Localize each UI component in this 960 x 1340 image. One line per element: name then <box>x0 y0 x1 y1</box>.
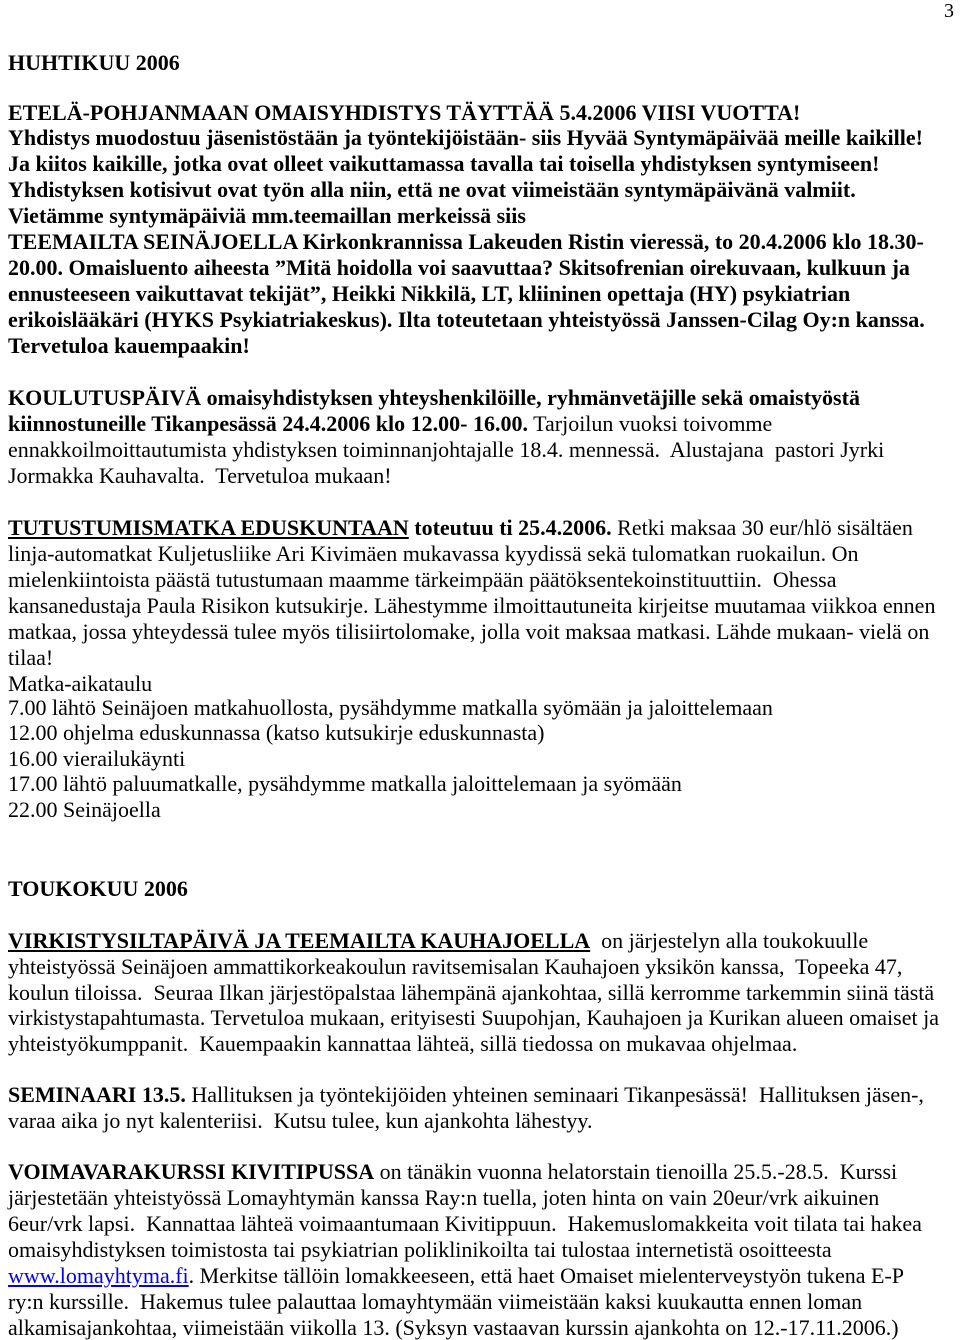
text-line: Tervetuloa kauempaakin! <box>8 333 250 358</box>
training-day-details-line <box>8 412 772 436</box>
text-line: järjestetään yhteistyössä Lomayhtymän kanssa Ray:n tuella, joten hinta on vain 20eur/vrk aikuinen <box>8 1185 880 1210</box>
text-line: Yhdistys muodostuu jäsenistöstään ja työntekijöistään- siis Hyvää Syntymäpäivää meille kaikille! <box>8 125 923 150</box>
text-line: omaisyhdistyksen toimistosta tai psykiatrian poliklinikoilta tai tulostaa internetistä osoitteesta <box>8 1237 832 1262</box>
training-day-title: KOULUTUSPÄIVÄ <box>8 385 202 410</box>
course-link-rest: . Merkitse tällöin lomakkeeseen, että haet Omaiset mielenterveystyön tukena E-P <box>188 1263 905 1288</box>
text-line: virkistystapahtumasta. Tervetuloa mukaan, erityisesti Suupohjan, Kauhajoen ja Kurikan alueen omaiset ja <box>8 1005 939 1030</box>
course-title-rest: on tänäkin vuonna helatorstain tienoilla 25.5.-28.5. Kurssi <box>374 1159 898 1184</box>
text-line: varaa aika jo nyt kalenteriisi. Kutsu tulee, kun ajankohta lähestyy. <box>8 1108 593 1133</box>
parliament-trip-date: toteutuu ti 25.4.2006. <box>408 515 612 540</box>
text-line: Vietämme syntymäpäiviä mm.teemaillan merkeissä siis <box>8 203 526 228</box>
schedule-item: 16.00 vierailukäynti <box>8 746 186 771</box>
course-title-line <box>8 1160 897 1184</box>
text-line: Jormakka Kauhavalta. Tervetuloa mukaan! <box>8 463 392 488</box>
schedule-item: 22.00 Seinäjoella <box>8 797 161 822</box>
schedule-item: 12.00 ohjelma eduskunnassa (katso kutsukirje eduskunnasta) <box>8 720 545 745</box>
recreation-title-line <box>8 929 868 953</box>
training-day-title-line <box>8 386 860 410</box>
text-line: kansanedustaja Paula Risikon kutsukirje. Lähestymme ilmoittautuneita kirjeitse muutamaa viikkoa ennen <box>8 593 936 618</box>
section-heading-may: TOUKOKUU 2006 <box>8 876 188 901</box>
text-line: matkaa, jossa yhteydessä tulee myös tilisiirtolomake, jolla voit maksaa matkasi. Lähde mukaan- vielä on <box>8 619 930 644</box>
parliament-trip-intro: Retki maksaa 30 eur/hlö sisältäen <box>611 515 913 540</box>
text-line: alkamisajankohtaa, viimeistään viikolla 13. (Syksyn vastaavan kurssin ajankohta on 12.-17.11.2006.) <box>8 1315 899 1340</box>
text-line: ry:n kurssille. Hakemus tulee palauttaa lomayhtymään viimeistään kaksi kuukautta ennen loman <box>8 1289 863 1314</box>
text-line: linja-automatkat Kuljetusliike Ari Kivimäen mukavassa kyydissä sekä tulomatkan ruokailun. On <box>8 541 859 566</box>
text-line: erikoislääkäri (HYKS Psykiatriakeskus). Ilta toteutetaan yhteistyössä Janssen-Cilag Oy:n kanssa. <box>8 307 925 332</box>
text-line: TEEMAILTA SEINÄJOELLA Kirkonkrannissa Lakeuden Ristin vieressä, to 20.4.2006 klo 18.30- <box>8 229 924 254</box>
schedule-item: 7.00 lähtö Seinäjoen matkahuollosta, pysähdymme matkalla syömään ja jaloittelemaan <box>8 695 773 720</box>
course-title: VOIMAVARAKURSSI KIVITIPUSSA <box>8 1159 375 1184</box>
seminar-title-line <box>8 1083 924 1107</box>
text-line: Ja kiitos kaikille, jotka ovat olleet vaikuttamassa tavalla tai toisella yhdistyksen syntymiseen! <box>8 151 880 176</box>
recreation-title-rest: on järjestelyn alla toukokuulle <box>590 928 869 953</box>
page-number: 3 <box>944 0 954 22</box>
text-line: ETELÄ-POHJANMAAN OMAISYHDISTYS TÄYTTÄÄ 5.4.2006 VIISI VUOTTA! <box>8 100 801 125</box>
parliament-trip-title-line <box>8 516 913 540</box>
lomayhtyma-link[interactable]: www.lomayhtyma.fi <box>8 1263 189 1288</box>
course-link-line <box>8 1264 904 1288</box>
schedule-item: 17.00 lähtö paluumatkalle, pysähdymme matkalla jaloittelemaan ja syömään <box>8 771 682 796</box>
section-heading-april: HUHTIKUU 2006 <box>8 50 180 75</box>
text-line: ennusteeseen vaikuttavat tekijät”, Heikki Nikkilä, LT, kliininen opettaja (HY) psykiatrian <box>8 281 851 306</box>
seminar-title-rest: Hallituksen ja työntekijöiden yhteinen seminaari Tikanpesässä! Hallituksen jäsen-, <box>185 1082 924 1107</box>
recreation-title: VIRKISTYSILTAPÄIVÄ JA TEEMAILTA KAUHAJOELLA <box>8 928 591 953</box>
training-day-details-rest: Tarjoilun vuoksi toivomme <box>527 411 773 436</box>
text-line: Yhdistyksen kotisivut ovat työn alla niin, että ne ovat viimeistään syntymäpäivänä valmiit. <box>8 177 856 202</box>
schedule-title: Matka-aikataulu <box>8 671 153 696</box>
parliament-trip-title: TUTUSTUMISMATKA EDUSKUNTAAN <box>8 515 409 540</box>
text-line: yhteistyössä Seinäjoen ammattikorkeakoulun ravitsemisalan Kauhajoen yksikön kanssa, Topeeka 47, <box>8 954 903 979</box>
text-line: tilaa! <box>8 645 54 670</box>
training-day-details: kiinnostuneille Tikanpesässä 24.4.2006 klo 12.00- 16.00. <box>8 411 528 436</box>
text-line: 20.00. Omaisluento aiheesta ”Mitä hoidolla voi saavuttaa? Skitsofrenian oirekuvaan, kulkuun ja <box>8 255 910 280</box>
text-line: koulun tiloissa. Seuraa Ilkan järjestöpalstaa lähempänä ajankohtaa, sillä kerromme tarkemmin siinä tästä <box>8 980 935 1005</box>
training-day-title-rest: omaisyhdistyksen yhteyshenkilöille, ryhmänvetäjille sekä omaistyöstä <box>201 385 860 410</box>
seminar-title: SEMINAARI 13.5. <box>8 1082 186 1107</box>
text-line: 6eur/vrk lapsi. Kannattaa lähteä voimaantumaan Kivitippuun. Hakemuslomakkeita voit tilata tai hakea <box>8 1211 922 1236</box>
text-line: mielenkiintoista päästä tutustumaan maamme tärkeimpään päätöksentekoinstituuttiin. Ohessa <box>8 567 837 592</box>
text-line: yhteistyökumppanit. Kauempaakin kannattaa lähteä, sillä tiedossa on mukavaa ohjelmaa. <box>8 1031 798 1056</box>
text-line: ennakkoilmoittautumista yhdistyksen toiminnanjohtajalle 18.4. mennessä. Alustajana pastori Jyrki <box>8 437 885 462</box>
